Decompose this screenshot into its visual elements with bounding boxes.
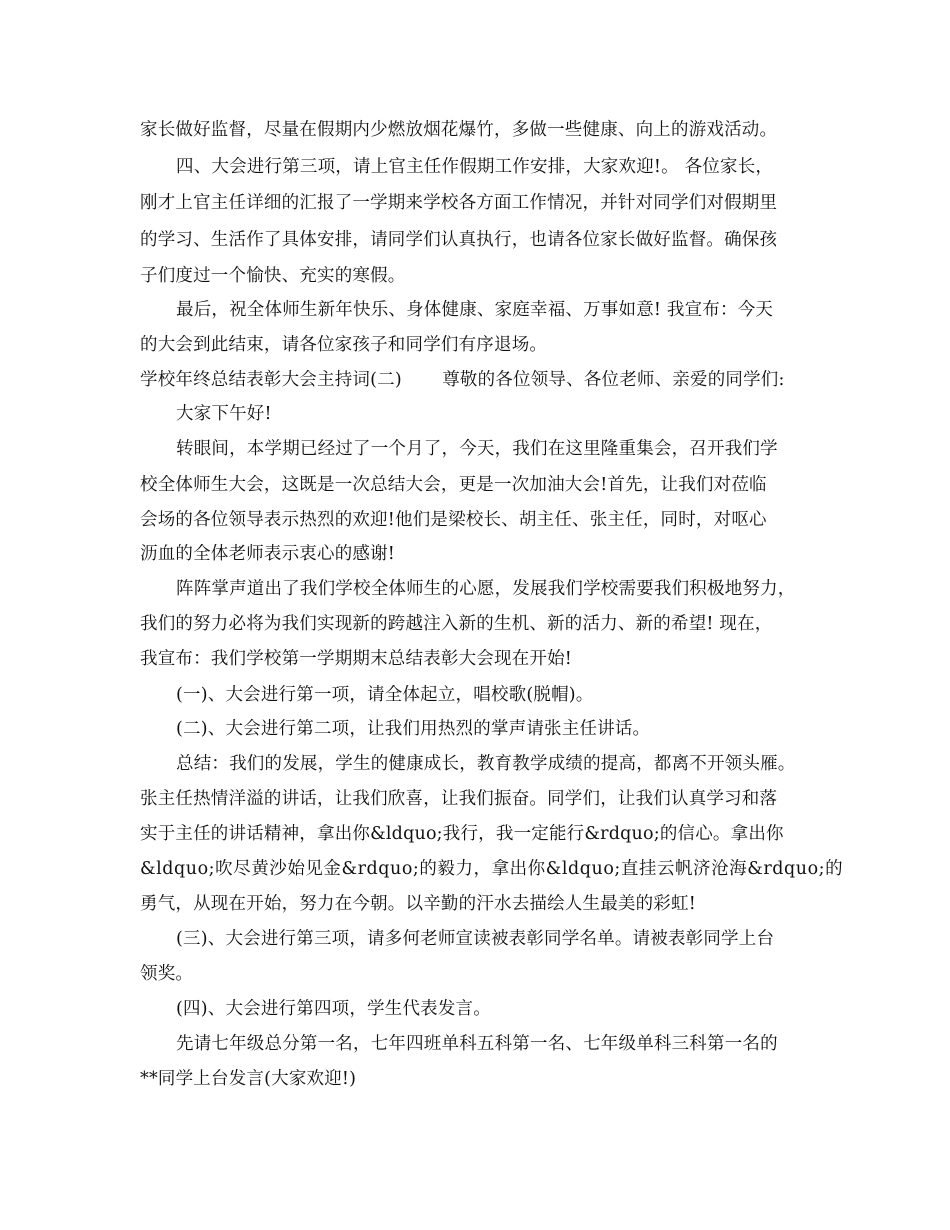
text-line: &ldquo;吹尽黄沙始见金&rdquo;的毅力，拿出你&ldquo;直挂云帆济沧海&rdquo;的 (140, 859, 844, 879)
text-line: 勇气，从现在开始，努力在今朝。以辛勤的汗水去描绘人生最美的彩虹! (140, 894, 696, 914)
text-line: 大家下午好! (176, 404, 272, 424)
text-line: 的大会到此结束，请各位家孩子和同学们有序退场。 (140, 335, 548, 355)
text-line: 总结：我们的发展，学生的健康成长，教育教学成绩的提高，都离不开领头雁。 (176, 754, 796, 774)
text-line: **同学上台发言(大家欢迎!) (140, 1069, 357, 1089)
text-line: 实于主任的讲话精神，拿出你&ldquo;我行，我一定能行&rdquo;的信心。拿出你 (140, 824, 784, 844)
text-line: 最后，祝全体师生新年快乐、身体健康、家庭幸福、万事如意! 我宣布：今天 (176, 300, 774, 320)
text-line: 校全体师生大会，这既是一次总结大会，更是一次加油大会!首先，让我们对莅临 (140, 475, 767, 495)
text-line: 沥血的全体老师表示衷心的感谢! (140, 544, 396, 564)
text-line: 先请七年级总分第一名，七年四班单科五科第一名、七年级单科三科第一名的 (176, 1034, 778, 1054)
text-line: 刚才上官主任详细的汇报了一学期来学校各方面工作情况，并针对同学们对假期里 (140, 193, 778, 213)
text-line: (一)、大会进行第一项，请全体起立，唱校歌(脱帽)。 (176, 685, 594, 705)
text-line: (四)、大会进行第四项，学生代表发言。 (176, 999, 491, 1019)
text-line: 张主任热情洋溢的讲话，让我们欣喜，让我们振奋。同学们，让我们认真学习和落 (140, 789, 778, 809)
text-line: 领奖。 (140, 964, 194, 984)
text-line: 我们的努力必将为我们实现新的跨越注入新的生机、新的活力、新的希望! 现在， (140, 614, 773, 634)
text-line: 我宣布：我们学校第一学期期末总结表彰大会现在开始! (140, 649, 573, 669)
text-line: 四、大会进行第三项，请上官主任作假期工作安排，大家欢迎!。 各位家长， (176, 157, 774, 177)
section-heading: 学校年终总结表彰大会主持词(二) 尊敬的各位领导、各位老师、亲爱的同学们: (140, 370, 785, 390)
text-line: 的学习、生活作了具体安排，请同学们认真执行，也请各位家长做好监督。确保孩 (140, 230, 778, 250)
text-line: (三)、大会进行第三项，请多何老师宣读被表彰同学名单。请被表彰同学上台 (176, 929, 775, 949)
text-line: 子们度过一个愉快、充实的寒假。 (140, 266, 406, 286)
text-line: 会场的各位领导表示热烈的欢迎!他们是梁校长、胡主任、张主任，同时，对呕心 (140, 510, 767, 530)
text-line: 转眼间，本学期已经过了一个月了，今天，我们在这里隆重集会，召开我们学 (176, 439, 778, 459)
text-line: (二)、大会进行第二项，让我们用热烈的掌声请张主任讲话。 (176, 719, 651, 739)
text-line: 家长做好监督，尽量在假期内少燃放烟花爆竹，多做一些健康、向上的游戏活动。 (140, 120, 778, 140)
text-line: 阵阵掌声道出了我们学校全体师生的心愿，发展我们学校需要我们积极地努力， (176, 579, 796, 599)
